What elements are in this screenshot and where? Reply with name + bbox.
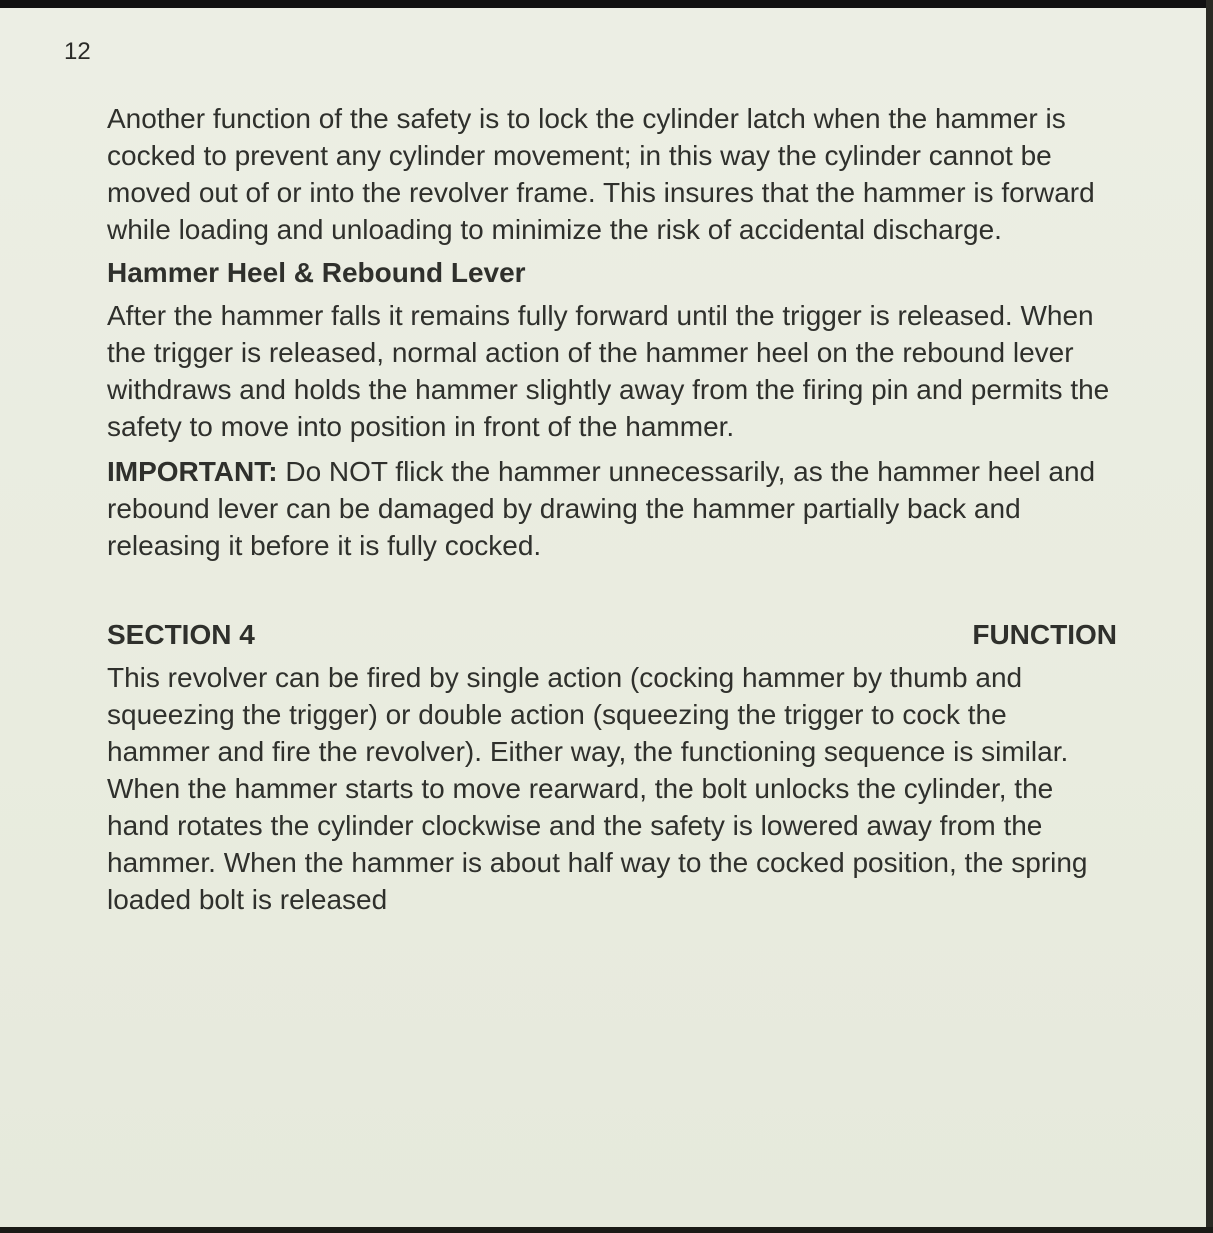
manual-page	[0, 8, 1206, 1227]
page-edge-right	[1206, 0, 1213, 1233]
paragraph-cylinder-latch: Another function of the safety is to lock the cylinder latch when the hammer is cocked to prevent any cylinder movement; in this way the cylinder cannot be moved out of or into the revolver frame. This insures that the hammer is forward while loading and unloading to minimize the risk of accidental discharge.	[107, 103, 1095, 245]
section-number: SECTION 4	[107, 619, 255, 650]
important-text: Do NOT flick the hammer unnecessarily, as the hammer heel and rebound lever can be damaged by drawing the hammer partially back and releasing it before it is fully cocked.	[107, 456, 1096, 561]
page-edge-bottom	[0, 1227, 1213, 1233]
paragraph-hammer-heel: After the hammer falls it remains fully forward until the trigger is released. When the trigger is released, normal action of the hammer heel on the rebound lever withdraws and holds the hammer slightly away from the firing pin and permits the safety to move into position in front of the hammer.	[107, 300, 1110, 442]
page-body	[107, 100, 1117, 918]
paragraph-function: This revolver can be fired by single action (cocking hammer by thumb and squeezing the trigger) or double action (squeezing the trigger to cock the hammer and fire the revolver). Either way, the functioning sequence is similar. When the hammer starts to move rearward, the bolt unlocks the cylinder, the hand rotates the cylinder clockwise and the safety is lowered away from the hammer. When the hammer is about half way to the cocked position, the spring loaded bolt is released	[107, 662, 1088, 915]
important-label: IMPORTANT:	[107, 456, 278, 487]
page-number: 12	[64, 38, 91, 65]
paragraph-important	[107, 453, 1117, 564]
heading-hammer-heel: Hammer Heel & Rebound Lever	[107, 257, 526, 288]
section-title: FUNCTION	[972, 619, 1117, 650]
section-header	[107, 616, 1117, 653]
